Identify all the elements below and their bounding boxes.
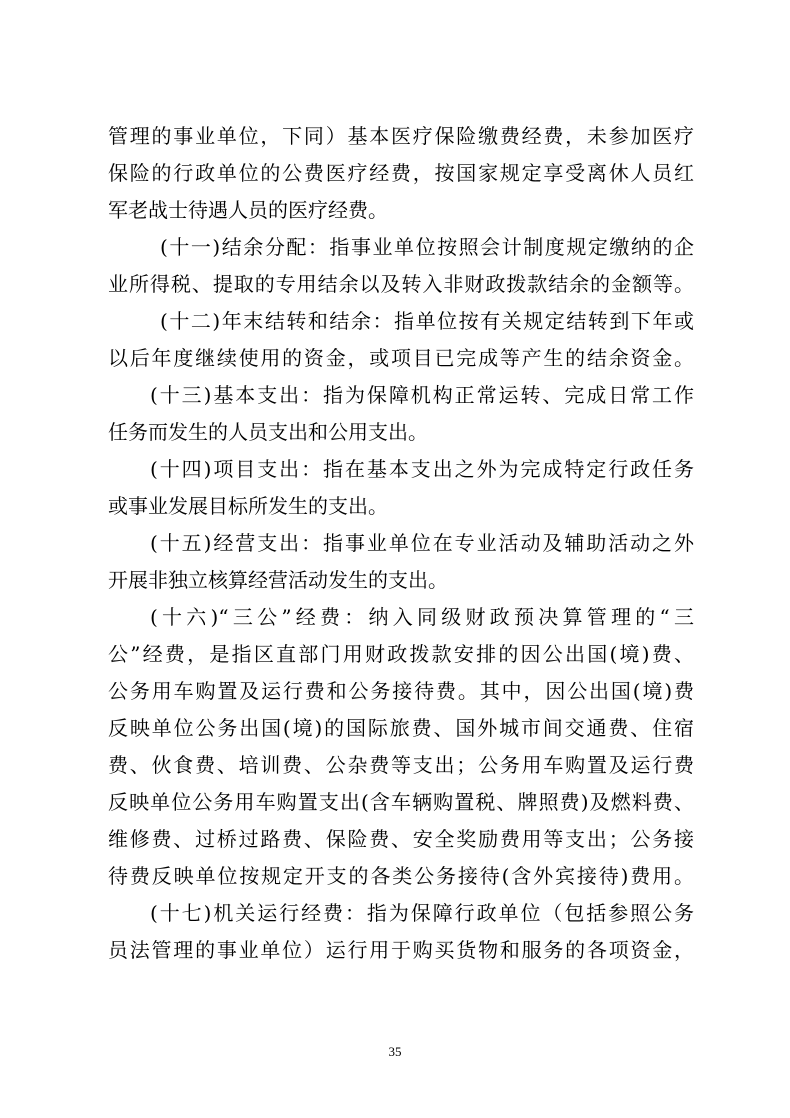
text-line: 维修费、过桥过路费、保险费、安全奖励费用等支出；公务接 bbox=[108, 827, 694, 851]
text-line: (十六)“三公”经费：纳入同级财政预决算管理的“三 bbox=[150, 605, 694, 629]
text-line: 公”经费，是指区直部门用财政拨款安排的因公出国(境)费、 bbox=[108, 642, 694, 666]
page-number: 35 bbox=[388, 1044, 402, 1059]
text-line: 业所得税、提取的专用结余以及转入非财政拨款结余的金额等。 bbox=[108, 272, 694, 296]
text-line: 以后年度继续使用的资金，或项目已完成等产生的结余资金。 bbox=[108, 346, 694, 370]
text-line: (十一)结余分配：指事业单位按照会计制度规定缴纳的企 bbox=[160, 235, 694, 259]
text-line: 军老战士待遇人员的医疗经费。 bbox=[108, 198, 388, 222]
text-line: 反映单位公务用车购置支出(含车辆购置税、牌照费)及燃料费、 bbox=[108, 790, 694, 814]
text-line: 公务用车购置及运行费和公务接待费。其中，因公出国(境)费 bbox=[108, 679, 694, 703]
text-line: 反映单位公务出国(境)的国际旅费、国外城市间交通费、住宿 bbox=[108, 716, 694, 740]
text-line: 待费反映单位按规定开支的各类公务接待(含外宾接待)费用。 bbox=[108, 864, 694, 888]
text-line: (十三)基本支出：指为保障机构正常运转、完成日常工作 bbox=[150, 383, 694, 407]
text-line: 管理的事业单位，下同）基本医疗保险缴费经费，未参加医疗 bbox=[108, 124, 694, 148]
text-line: (十四)项目支出：指在基本支出之外为完成特定行政任务 bbox=[150, 457, 694, 481]
text-line: 费、伙食费、培训费、公杂费等支出；公务用车购置及运行费 bbox=[108, 753, 694, 777]
text-line: 或事业发展目标所发生的支出。 bbox=[108, 494, 388, 518]
text-line: 保险的行政单位的公费医疗经费，按国家规定享受离休人员红 bbox=[108, 161, 694, 185]
text-line: (十五)经营支出：指事业单位在专业活动及辅助活动之外 bbox=[150, 531, 694, 555]
text-line: 任务而发生的人员支出和公用支出。 bbox=[108, 420, 428, 444]
text-line: 开展非独立核算经营活动发生的支出。 bbox=[108, 568, 448, 592]
text-line: (十二)年末结转和结余：指单位按有关规定结转到下年或 bbox=[160, 309, 694, 333]
text-line: 员法管理的事业单位）运行用于购买货物和服务的各项资金， bbox=[108, 938, 694, 962]
text-line: (十七)机关运行经费：指为保障行政单位（包括参照公务 bbox=[150, 901, 694, 925]
